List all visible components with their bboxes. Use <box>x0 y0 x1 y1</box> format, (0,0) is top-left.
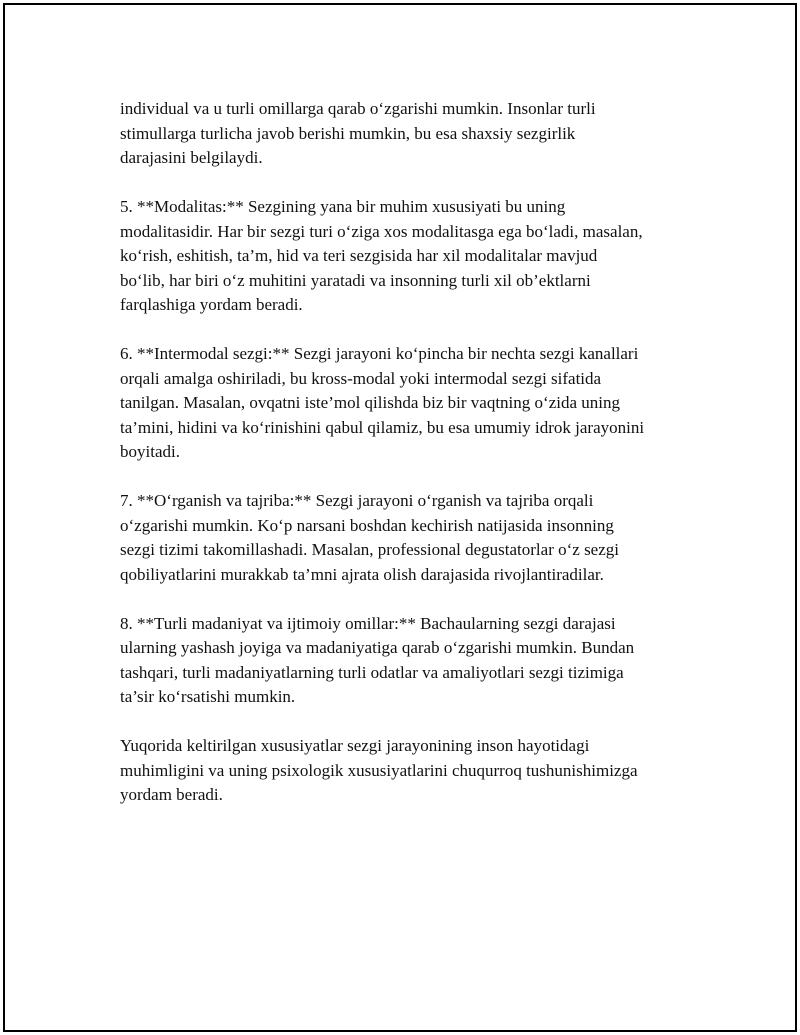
paragraph-culture-social <box>120 612 710 710</box>
text-line: yordam beradi. <box>120 785 223 804</box>
text-line: individual va u turli omillarga qarab o‘zgarishi mumkin. Insonlar turli <box>120 99 596 118</box>
text-line: 8. **Turli madaniyat va ijtimoiy omillar:** Bachaularning sezgi darajasi <box>120 613 616 633</box>
text-line: qobiliyatlarini murakkab ta’mni ajrata olish darajasida rivojlantiradilar. <box>120 564 604 584</box>
paragraph-sensitivity-continuation <box>120 97 710 171</box>
text-line: ko‘rish, eshitish, ta’m, hid va teri sezgisida har xil modalitalar mavjud <box>120 246 598 265</box>
text-line: muhimligini va uning psixologik xususiyatlarini chuqurroq tushunishimizga <box>120 760 638 780</box>
text-line: farqlashiga yordam beradi. <box>120 295 303 314</box>
paragraph-learning-experience <box>120 489 710 587</box>
text-line: boyitadi. <box>120 442 180 461</box>
paragraph-intermodal <box>120 342 710 465</box>
document-body <box>120 97 710 832</box>
text-line: modalitasidir. Har bir sezgi turi o‘ziga xos modalitasga ega bo‘ladi, masalan, <box>120 221 643 241</box>
text-line: ta’mini, hidini va ko‘rinishini qabul qilamiz, bu esa umumiy idrok jarayonini <box>120 417 645 437</box>
text-line: ta’sir ko‘rsatishi mumkin. <box>120 687 296 706</box>
text-line: darajasini belgilaydi. <box>120 148 263 167</box>
text-line: 6. **Intermodal sezgi:** Sezgi jarayoni ko‘pincha bir nechta sezgi kanallari <box>120 344 639 363</box>
paragraph-conclusion <box>120 734 710 808</box>
text-line: Yuqorida keltirilgan xususiyatlar sezgi jarayonining inson hayotidagi <box>120 736 590 755</box>
text-line: bo‘lib, har biri o‘z muhitini yaratadi va insonning turli xil ob’ektlarni <box>120 270 591 290</box>
text-line: 7. **O‘rganish va tajriba:** Sezgi jarayoni o‘rganish va tajriba orqali <box>120 491 594 510</box>
text-line: stimullarga turlicha javob berishi mumkin, bu esa shaxsiy sezgirlik <box>120 123 576 143</box>
text-line: tanilgan. Masalan, ovqatni iste’mol qilishda biz bir vaqtning o‘zida uning <box>120 393 620 412</box>
text-line: ularning yashash joyiga va madaniyatiga qarab o‘zgarishi mumkin. Bundan <box>120 638 635 657</box>
page-frame <box>3 3 797 1032</box>
text-line: tashqari, turli madaniyatlarning turli odatlar va amaliyotlari sezgi tizimiga <box>120 662 624 682</box>
text-line: 5. **Modalitas:** Sezgining yana bir muhim xususiyati bu uning <box>120 197 566 216</box>
text-line: orqali amalga oshiriladi, bu kross-modal yoki intermodal sezgi sifatida <box>120 368 602 388</box>
text-line: sezgi tizimi takomillashadi. Masalan, professional degustatorlar o‘z sezgi <box>120 540 619 559</box>
text-line: o‘zgarishi mumkin. Ko‘p narsani boshdan kechirish natijasida insonning <box>120 515 614 535</box>
paragraph-modalitas <box>120 195 710 318</box>
